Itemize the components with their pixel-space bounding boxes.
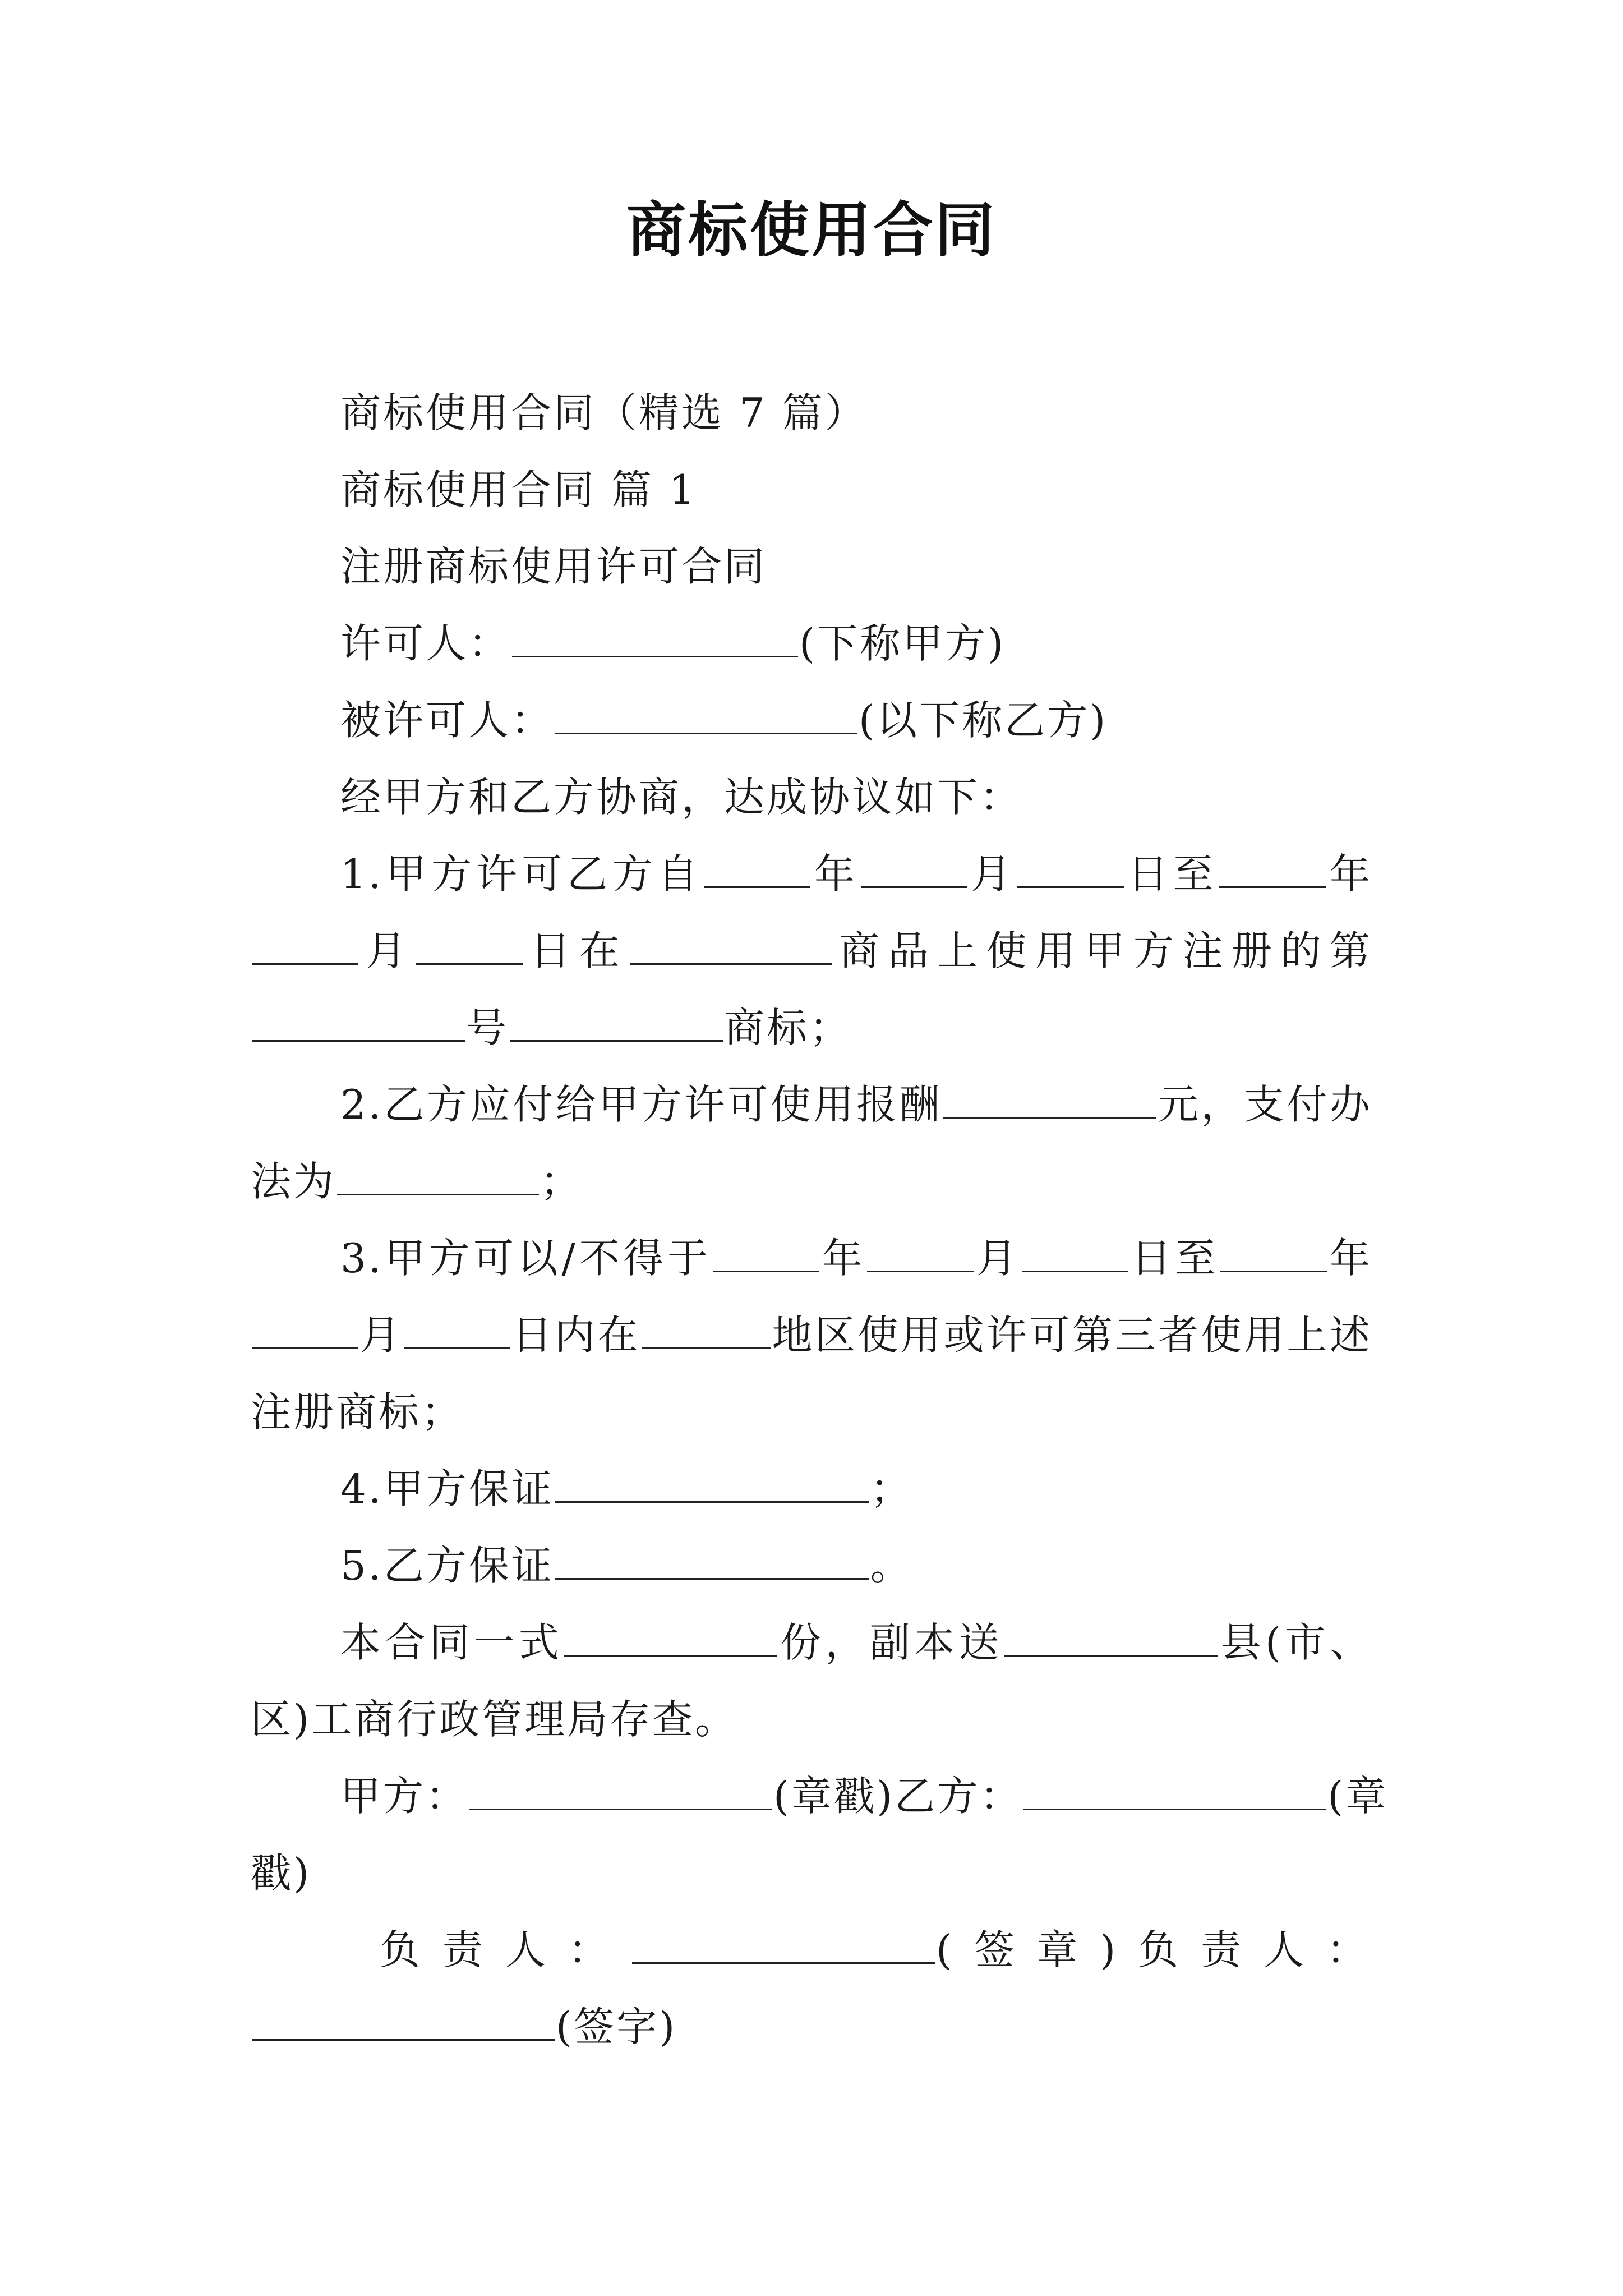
text: 2.乙方应付给甲方许可使用报酬 — [340, 1081, 943, 1128]
paragraph — [251, 375, 1372, 452]
text: 日至 — [1129, 1235, 1220, 1282]
blank-line — [252, 1309, 358, 1349]
blank-line — [512, 618, 798, 657]
text: 年 — [1327, 850, 1372, 898]
blank-line — [1017, 848, 1124, 888]
text: (章 — [1327, 1773, 1389, 1820]
paragraph — [251, 605, 1372, 682]
text: 日至 — [1125, 850, 1219, 898]
blank-line — [1022, 1232, 1128, 1272]
paragraph — [251, 1604, 1372, 1681]
text: 被许可人： — [340, 697, 554, 744]
text: 负责人： — [380, 1926, 631, 1973]
text: 地区使用或许可第三者使用上述 — [772, 1312, 1372, 1359]
blank-line — [564, 1617, 777, 1657]
text: 年 — [1328, 1235, 1372, 1282]
text: (以下称乙方) — [859, 697, 1108, 744]
blank-line — [1219, 848, 1326, 888]
text: 本合同一式 — [340, 1619, 564, 1666]
blank-line — [469, 1770, 772, 1810]
blank-line — [861, 848, 967, 888]
blank-line — [404, 1309, 510, 1349]
blank-line — [713, 1232, 819, 1272]
paragraph — [251, 1143, 1372, 1220]
paragraph — [251, 528, 1372, 605]
text: 元，支付办 — [1158, 1081, 1372, 1128]
paragraph — [251, 1297, 1372, 1374]
text: 。 — [870, 1542, 913, 1589]
text: 月 — [359, 1312, 403, 1359]
text: 县(市、 — [1219, 1619, 1372, 1666]
text: 4.甲方保证 — [340, 1465, 554, 1512]
text: (章戳)乙方： — [773, 1773, 1023, 1820]
blank-line — [555, 694, 857, 734]
text: 商标使用合同（精选 7 篇） — [340, 389, 868, 436]
blank-line — [630, 925, 832, 965]
text: 商标； — [724, 1004, 852, 1051]
blank-line — [510, 1002, 723, 1042]
text: 戳) — [251, 1849, 312, 1897]
paragraph — [251, 1451, 1372, 1527]
text: 甲方： — [340, 1773, 469, 1820]
paragraph — [251, 1989, 1372, 2065]
text: ； — [870, 1465, 913, 1512]
text: (下称甲方) — [799, 620, 1006, 667]
signature-line — [251, 1912, 1390, 1989]
text: 许可人： — [340, 620, 511, 667]
paragraph — [251, 836, 1372, 913]
text: 月 — [359, 927, 415, 974]
blank-line — [1023, 1770, 1326, 1810]
paragraph — [251, 1835, 1372, 1912]
text: 份，副本送 — [778, 1619, 1004, 1666]
text: (签字) — [556, 2003, 677, 2050]
text: 注册商标； — [251, 1388, 464, 1435]
paragraph — [251, 1220, 1372, 1297]
text: 注册商标使用许可合同 — [340, 543, 767, 590]
blank-line — [555, 1463, 869, 1503]
text: 1.甲方许可乙方自 — [340, 850, 703, 898]
text: 3.甲方可以/不得于 — [340, 1235, 712, 1282]
text: 经甲方和乙方协商，达成协议如下： — [340, 774, 1023, 821]
text: 5.乙方保证 — [340, 1542, 554, 1589]
blank-line — [252, 1002, 465, 1042]
paragraph — [251, 1066, 1372, 1143]
text: 年 — [811, 850, 860, 898]
paragraph — [251, 1681, 1372, 1758]
signature-line — [251, 1758, 1389, 1835]
blank-line — [252, 925, 358, 965]
text: 号 — [466, 1004, 509, 1051]
text: (签章)负责人： — [936, 1926, 1390, 1973]
paragraph — [251, 1374, 1372, 1451]
document-title: 商标使用合同 — [626, 195, 997, 265]
paragraph — [251, 759, 1372, 836]
text: 区)工商行政管理局存查。 — [251, 1696, 738, 1743]
blank-line — [1220, 1232, 1327, 1272]
blank-line — [252, 2001, 555, 2041]
text: 商标使用合同 篇 1 — [340, 466, 697, 513]
text: 日在 — [524, 927, 629, 974]
blank-line — [943, 1079, 1156, 1119]
text: 月 — [968, 850, 1017, 898]
blank-line — [1004, 1617, 1218, 1657]
blank-line — [867, 1232, 974, 1272]
paragraph — [251, 452, 1372, 528]
paragraph — [251, 682, 1372, 759]
paragraph — [251, 1527, 1372, 1604]
text: ； — [540, 1158, 583, 1205]
text: 月 — [975, 1235, 1021, 1282]
paragraph — [251, 913, 1372, 990]
blank-line — [555, 1540, 869, 1580]
text: 日内在 — [511, 1312, 640, 1359]
document-body — [251, 375, 1390, 2065]
blank-line — [704, 848, 810, 888]
blank-line — [416, 925, 523, 965]
blank-line — [632, 1924, 935, 1964]
paragraph — [251, 990, 1372, 1066]
text: 商品上使用甲方注册的第 — [832, 927, 1372, 974]
blank-line — [642, 1309, 771, 1349]
text: 年 — [820, 1235, 866, 1282]
text: 法为 — [251, 1158, 336, 1205]
blank-line — [337, 1156, 539, 1195]
